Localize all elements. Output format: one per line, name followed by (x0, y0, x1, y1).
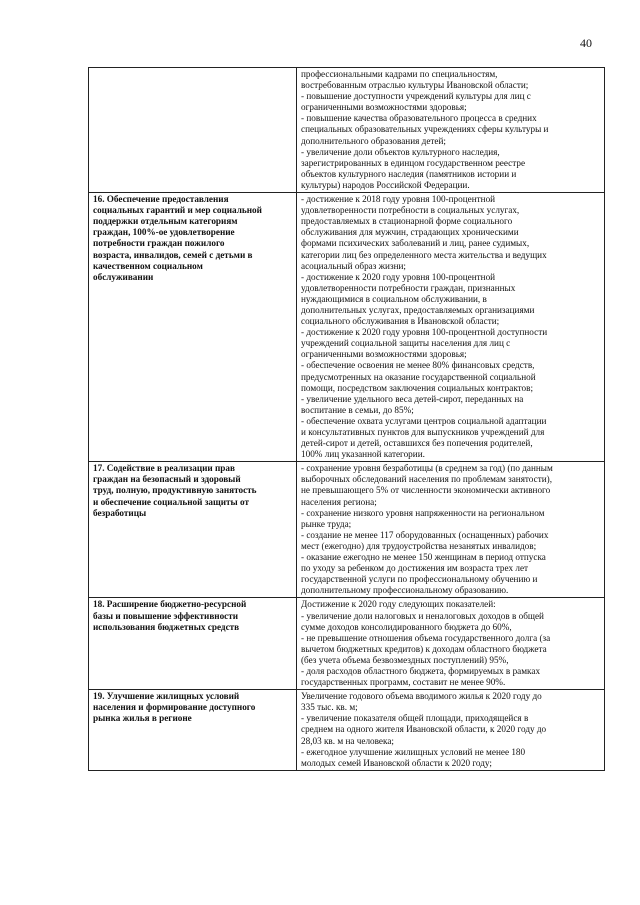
result-text-line: дополнительного образования детей; (301, 135, 446, 146)
goals-table (88, 67, 605, 771)
result-text-line: - повышение доступности учреждений культуры для лиц с (301, 91, 531, 102)
result-text-line: - повышение качества образовательного процесса в средних (301, 113, 537, 124)
result-text-line: дополнительных услугах, предоставляемых организациями (301, 304, 535, 315)
result-cell (297, 462, 605, 598)
task-text-line: поддержки отдельным категориям (93, 216, 238, 227)
result-text-line: учреждений социальной защиты населения для лиц с (301, 338, 511, 349)
result-text-line: обслуживания для мужчин, страдающих хроническими (301, 227, 519, 238)
result-text-line: профессиональными кадрами по специальностям, (301, 69, 498, 79)
result-text-line: мест (ежегодно) для трудоустройства незанятых инвалидов; (301, 540, 537, 551)
result-text-line: - увеличение доли налоговых и неналоговых доходов в общей (301, 610, 544, 621)
task-text-line: 17. Содействие в реализации прав (93, 463, 235, 474)
result-cell (297, 598, 605, 690)
task-text-line: граждан на безопасный и здоровый (93, 474, 241, 485)
task-text-line: 16. Обеспечение предоставления (93, 194, 229, 205)
result-text-line: помощи, посредством заключения социальных контрактов; (301, 382, 534, 393)
result-text-line: населения региона; (301, 496, 377, 507)
result-text-line: не превышающего 5% от численности экономически активного (301, 485, 551, 496)
result-text-line: нуждающимися в социальном обслуживании, в (301, 293, 487, 304)
result-text-line: востребованным отраслью культуры Ивановской области; (301, 80, 529, 91)
result-text-line: удовлетворенности потребности в социальных услугах, (301, 205, 520, 216)
result-text-line: - обеспечение охвата услугами центров социальной адаптации (301, 415, 547, 426)
result-text-line: предусмотренных на оказание государственной социальной (301, 371, 536, 382)
result-text-line: - не превышение отношения объема государственного долга (за (301, 632, 551, 643)
result-text-line: - увеличение доли объектов культурного наследия, (301, 146, 500, 157)
result-text-line: зарегистрированных в единцом государственном реестре (301, 157, 526, 168)
result-text-line: (без учета объема безвозмездных поступлений) 95%, (301, 654, 509, 665)
result-text-line: и консультативных пунктов для выпускников учреждений для (301, 427, 545, 437)
task-text-line: обслуживании (93, 271, 154, 282)
result-text-line: вычетом бюджетных кредитов) к доходам областного бюджета (301, 643, 547, 654)
task-cell (89, 690, 297, 771)
result-text-line: сумме доходов консолидированного бюджета до 60%, (301, 621, 512, 632)
table-row (89, 598, 605, 690)
result-text-line: - увеличение удельного веса детей-сирот, переданных на (301, 393, 524, 404)
task-text-line: социальных гарантий и мер социальной (93, 205, 262, 216)
result-text-line: социального обслуживания в Ивановской области; (301, 316, 500, 327)
task-text-line: возраста, инвалидов, семей с детьми в (93, 249, 253, 260)
task-text-line: 18. Расширение бюджетно-ресурсной (93, 599, 247, 610)
result-text-line: Достижение к 2020 году следующих показателей: (301, 599, 496, 610)
result-text-line: среднем на одного жителя Ивановской области, к 2020 году до (301, 724, 547, 735)
result-text-line: удовлетворенности потребности граждан, признанных (301, 282, 516, 293)
result-text-line: ограниченными возможностями здоровья; (301, 349, 467, 360)
result-text-line: - сохранение уровня безработицы (в среднем за год) (по данным (301, 463, 553, 474)
goals-table-body (89, 68, 605, 771)
result-text-line: 28,03 кв. м на человека; (301, 735, 394, 746)
result-cell (297, 193, 605, 462)
task-cell (89, 462, 297, 598)
result-text-line: формами психических заболеваний и лиц, ранее судимых, (301, 238, 530, 249)
result-text-line: специальных образовательных учреждениях сферы культуры и (301, 124, 549, 135)
result-text-line: культуры) народов Российской Федерации. (301, 179, 470, 190)
result-text-line: Увеличение годового объема вводимого жилья к 2020 году до (301, 691, 542, 702)
table-row (89, 68, 605, 193)
page-number: 40 (580, 36, 592, 50)
table-row (89, 462, 605, 598)
result-text-line: - ежегодное улучшение жилищных условий не менее 180 (301, 746, 526, 757)
result-text-line: 100% лиц указанной категории. (301, 449, 425, 460)
result-text-line: детей-сирот и детей, оставшихся без попечения родителей, (301, 438, 533, 449)
task-text-line: рынка жилья в регионе (93, 713, 192, 724)
result-text-line: воспитание в семьи, до 85%; (301, 404, 414, 415)
table-row (89, 690, 605, 771)
result-cell (297, 690, 605, 771)
task-text-line: безработицы (93, 507, 147, 518)
task-text-line: труд, полную, продуктивную занятость (93, 485, 257, 496)
result-text-line: - создание не менее 117 оборудованных (оснащенных) рабочих (301, 529, 549, 540)
result-text-line: - оказание ежегодно не менее 150 женщинам в период отпуска (301, 552, 546, 563)
task-cell (89, 598, 297, 690)
result-text-line: категории лиц без определенного места жительства и ведущих (301, 249, 547, 260)
task-cell (89, 193, 297, 462)
result-text-line: предоставляемых в стационарной форме социального (301, 216, 513, 227)
result-text-line: - доля расходов областного бюджета, формируемых в рамках (301, 665, 541, 676)
result-cell (297, 68, 605, 193)
task-text-line: населения и формирование доступного (93, 702, 256, 713)
result-text-line: молодых семей Ивановской области к 2020 году; (301, 757, 492, 768)
result-text-line: дополнительному профессиональному образованию. (301, 585, 509, 596)
result-text-line: асоциальный образ жизни; (301, 260, 406, 271)
result-text-line: - обеспечение освоения не менее 80% финансовых средств, (301, 360, 535, 371)
task-cell (89, 68, 297, 193)
result-text-line: - сохранение низкого уровня напряженности на региональном (301, 507, 545, 518)
result-text-line: - достижение к 2018 году уровня 100-процентной (301, 194, 496, 205)
task-text-line: потребности граждан пожилого (93, 238, 225, 249)
result-text-line: государственных программ, составит не менее 90%. (301, 677, 506, 688)
result-text-line: ограниченными возможностями здоровья; (301, 102, 467, 113)
task-text-line: базы и повышение эффективности (93, 610, 239, 621)
task-text-line: использования бюджетных средств (93, 621, 240, 632)
table-row (89, 193, 605, 462)
result-text-line: рынке труда; (301, 518, 352, 529)
result-text-line: - увеличение показателя общей площади, приходящейся в (301, 713, 529, 724)
result-text-line: по уходу за ребенком до достижения им возраста трех лет (301, 563, 529, 574)
result-text-line: - достижение к 2020 году уровня 100-процентной доступности (301, 327, 548, 338)
task-text-line: и обеспечение социальной защиты от (93, 496, 250, 507)
task-text-line: 19. Улучшение жилищных условий (93, 691, 240, 702)
result-text-line: выборочных обследований населения по проблемам занятости), (301, 474, 553, 485)
result-text-line: 335 тыс. кв. м; (301, 702, 358, 713)
result-text-line: объектов культурного наследия (памятников истории и (301, 168, 517, 179)
result-text-line: государственной услуги по профессиональному обучению и (301, 574, 538, 585)
task-text-line: качественном социальном (93, 260, 203, 271)
task-text-line: граждан, 100%-ое удовлетворение (93, 227, 235, 238)
result-text-line: - достижение к 2020 году уровня 100-процентной (301, 271, 496, 282)
